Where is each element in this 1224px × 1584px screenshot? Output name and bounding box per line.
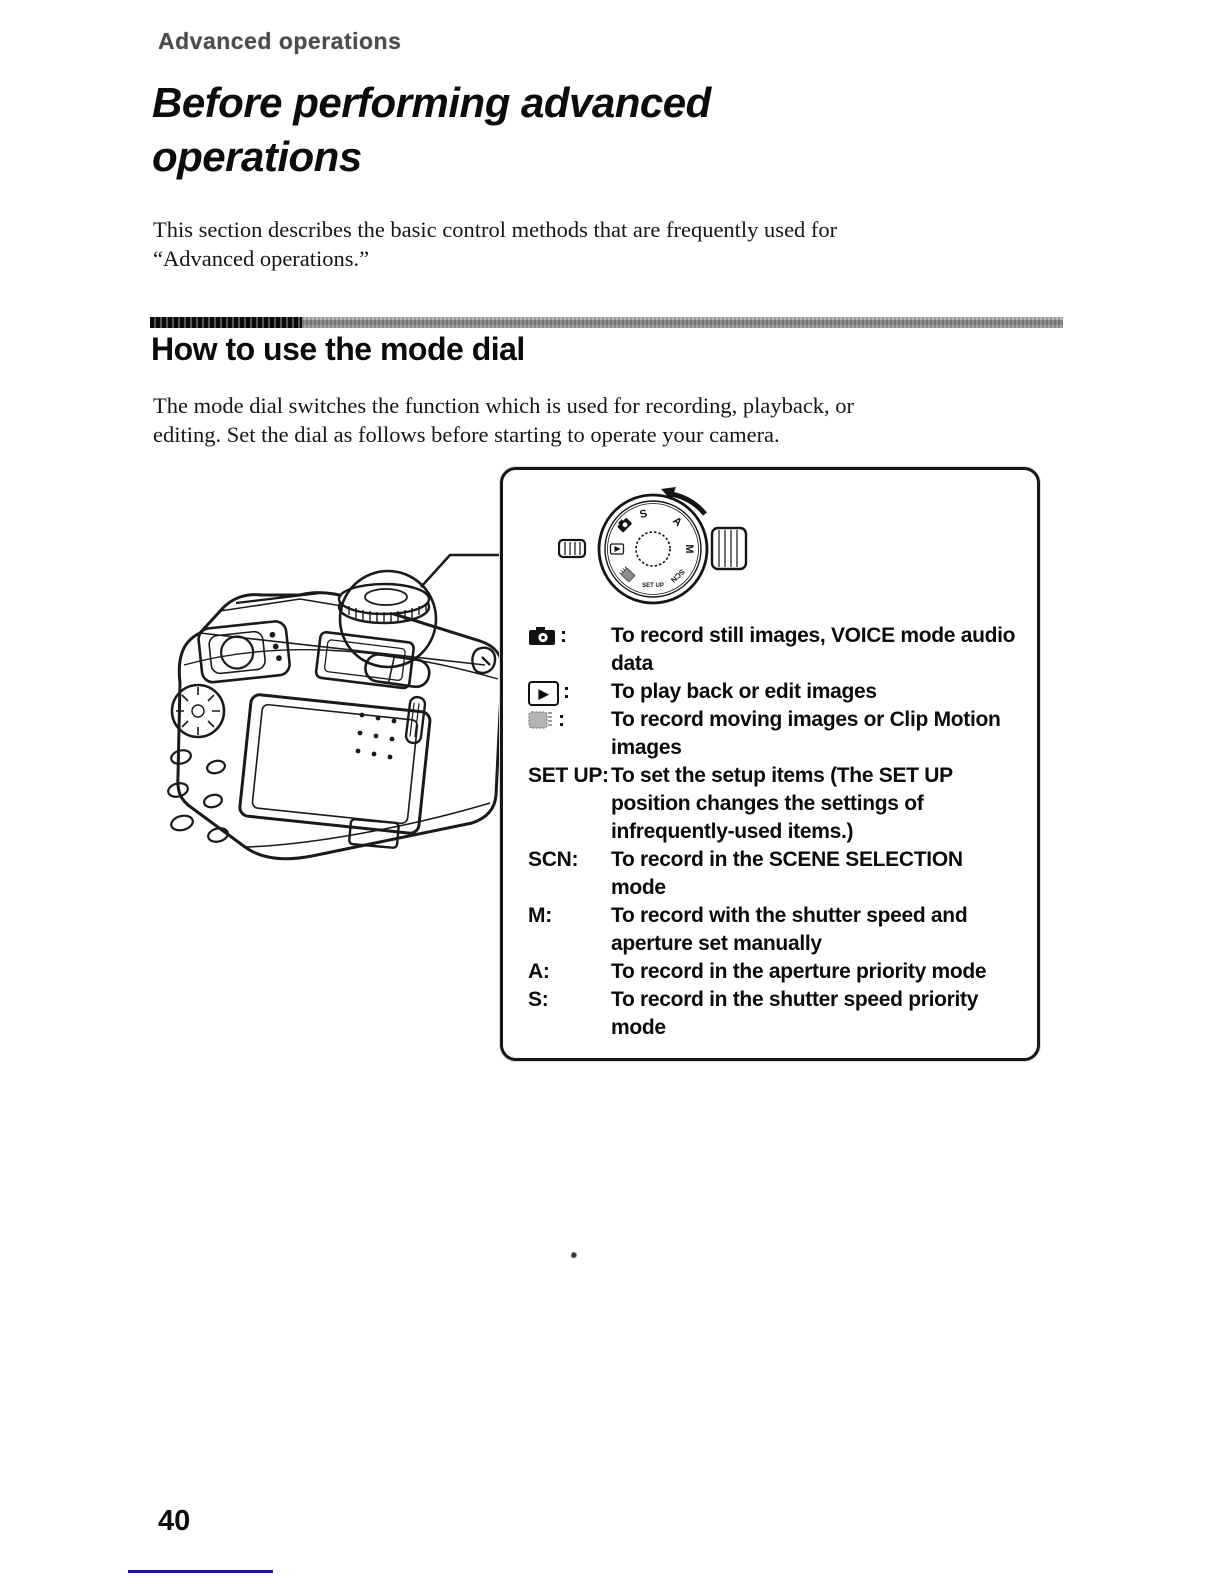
dial-play-icon: [611, 544, 624, 554]
mode-dial-paragraph: [153, 391, 1013, 450]
dial-right-knob: [712, 528, 746, 569]
intro-line: “Advanced operations.”: [153, 246, 370, 272]
page-title: Before performing advanced operations: [152, 79, 711, 180]
lcd-screen: [239, 694, 431, 834]
mode-dial-info-box: [500, 467, 1040, 1061]
mode-row-shutter: [528, 986, 1019, 1042]
mode-label: S:: [528, 988, 549, 1011]
mode-label: SET UP:: [528, 764, 609, 787]
body-line: The mode dial switches the function which is used for recording, playback, or: [153, 393, 855, 418]
mode-dial-figure: [150, 460, 1090, 1075]
mode-row-manual: [528, 902, 1019, 958]
callout-line: [421, 555, 506, 587]
section-divider-bar: [150, 317, 1063, 328]
running-header: Advanced operations: [158, 28, 402, 54]
mode-colon: :: [563, 680, 570, 703]
dial-label-a: A: [670, 514, 685, 530]
dial-label-s: S: [638, 507, 649, 522]
camera-illustration: [150, 545, 520, 875]
mode-dial-diagram: [558, 486, 748, 614]
strap-lug: [472, 648, 495, 673]
dial-camera-icon: [616, 516, 633, 533]
mode-row-setup: [528, 762, 1019, 846]
mode-label: A:: [528, 960, 550, 983]
dial-label-m: M: [683, 544, 696, 554]
mode-label: M:: [528, 904, 552, 927]
mode-colon: :: [558, 708, 565, 731]
mode-description-list: [503, 622, 1037, 1042]
mode-desc: To set the setup items (The SET UP position changes the settings of infrequently-used items.): [611, 764, 953, 843]
mode-desc: To record in the shutter speed priority mode: [611, 988, 979, 1039]
speaker-holes: [356, 713, 397, 760]
mode-row-movie: [528, 706, 1019, 762]
section-heading: How to use the mode dial: [151, 331, 525, 367]
mode-label: SCN:: [528, 848, 579, 871]
rotate-arrow-icon: [671, 494, 705, 514]
mode-row-playback: [528, 678, 1019, 706]
top-mode-dial: [339, 584, 429, 623]
mode-colon: :: [560, 624, 567, 647]
dial-left-knob: [559, 540, 585, 557]
mode-desc: To record moving images or Clip Motion images: [611, 708, 1001, 759]
movie-icon: [528, 710, 554, 730]
dial-label-scn: SCN: [668, 567, 687, 585]
mode-desc: To record with the shutter speed and aperture set manually: [611, 904, 968, 955]
mode-desc: To record in the SCENE SELECTION mode: [611, 848, 963, 899]
body-line: editing. Set the dial as follows before starting to operate your camera.: [153, 422, 780, 448]
intro-line: This section describes the basic control methods that are frequently used for: [153, 217, 838, 242]
mode-row-still: [528, 622, 1019, 678]
control-wheel: [172, 685, 224, 737]
mode-desc: To play back or edit images: [611, 680, 877, 703]
mode-row-scn: [528, 846, 1019, 902]
divider-dark-segment: [150, 317, 302, 328]
scan-speck: [570, 1251, 578, 1261]
dial-movie-icon: [619, 566, 635, 582]
dial-label-setup: SET UP: [642, 583, 664, 590]
play-icon: ▶: [528, 681, 559, 706]
page-number: 40: [158, 1505, 191, 1537]
footer-rule: [128, 1570, 273, 1573]
mode-desc: To record in the aperture priority mode: [611, 960, 987, 983]
camera-icon: [528, 626, 556, 646]
divider-halftone-segment: [302, 317, 1063, 328]
mode-desc: To record still images, VOICE mode audio data: [611, 624, 1016, 675]
intro-paragraph: [153, 215, 1013, 274]
mode-row-aperture: [528, 958, 1019, 986]
viewfinder: [198, 620, 291, 683]
